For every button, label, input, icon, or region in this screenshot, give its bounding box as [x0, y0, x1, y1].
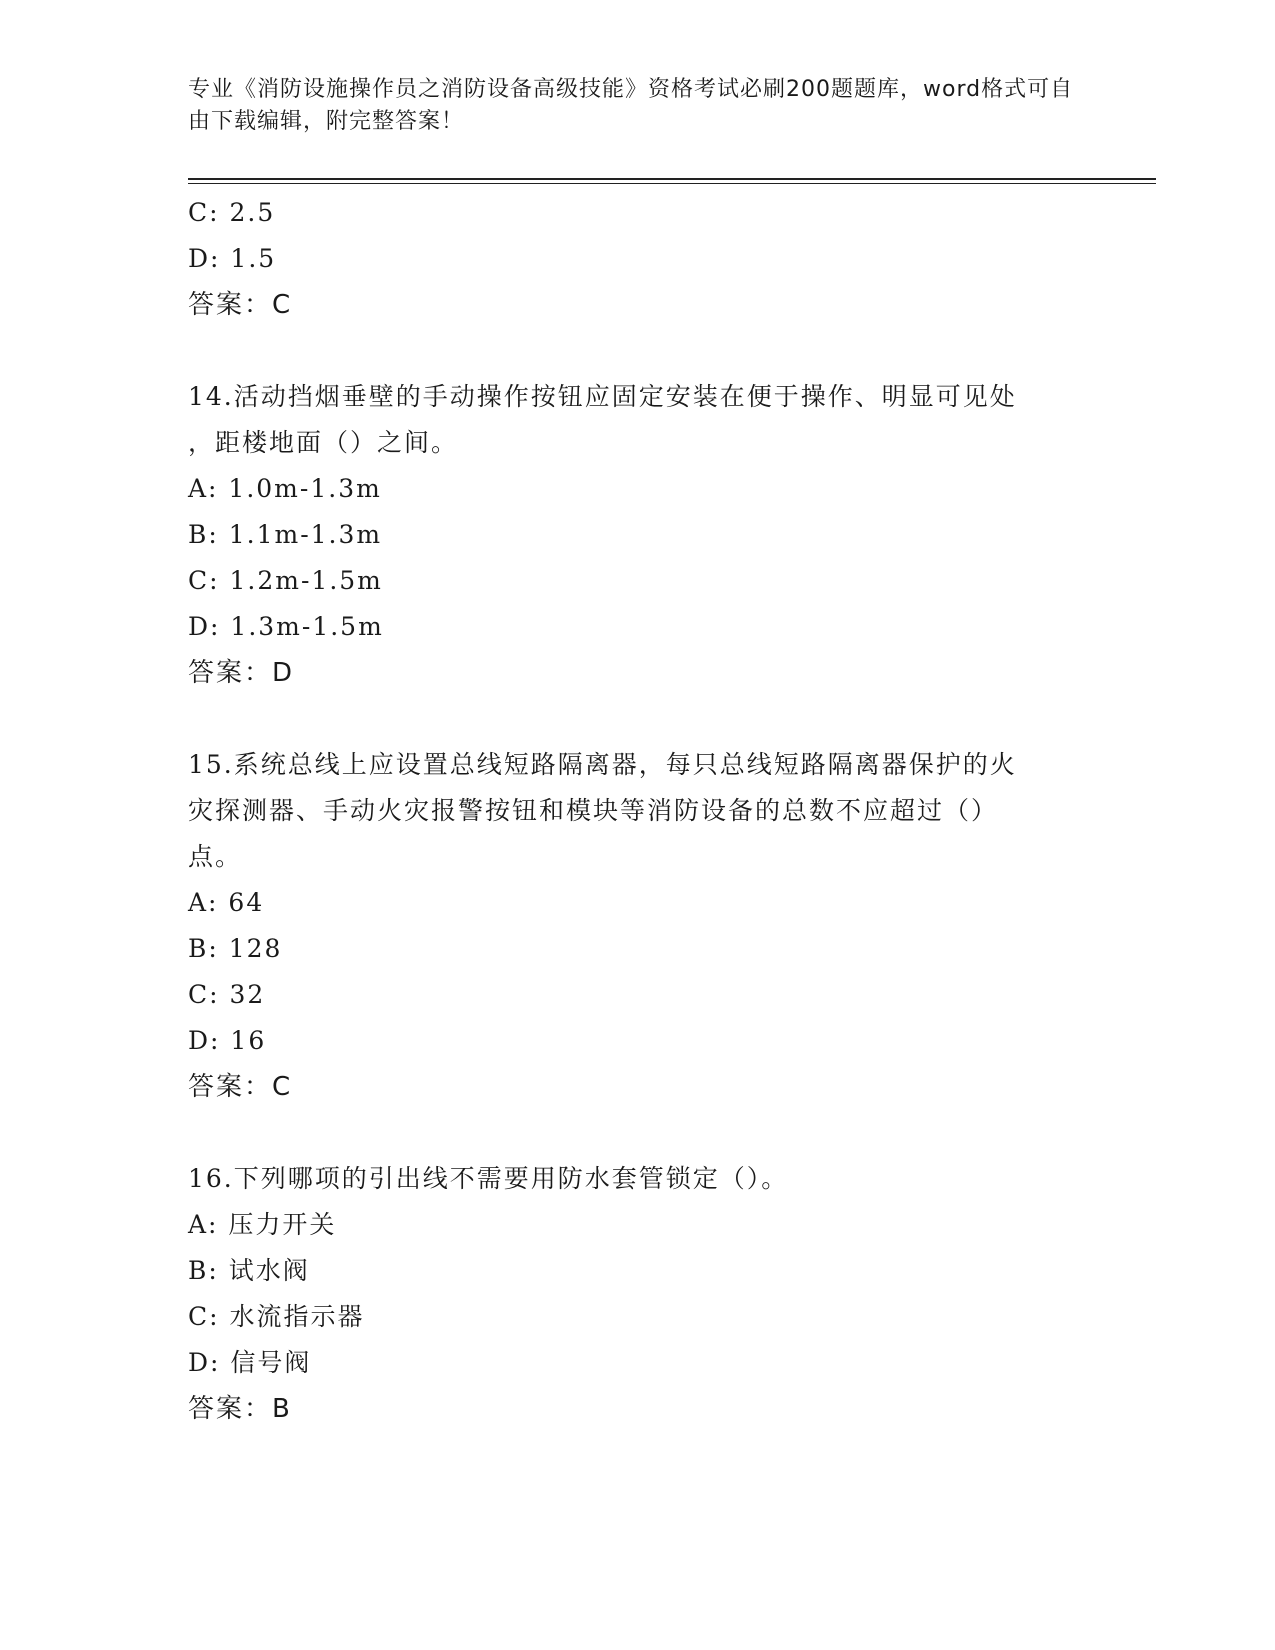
answer: 答案：B [188, 1394, 292, 1424]
option-b: B: 试水阀 [188, 1256, 310, 1285]
question-13-tail [188, 190, 1088, 328]
option-c: C: 1.2m-1.5m [188, 566, 383, 595]
option-a: A: 64 [188, 888, 265, 917]
question-15 [188, 742, 1088, 1110]
question-stem: 14.活动挡烟垂壁的手动操作按钮应固定安装在便于操作、明显可见处 [188, 382, 1017, 411]
option-a: A: 压力开关 [188, 1210, 337, 1239]
question-stem: 15.系统总线上应设置总线短路隔离器，每只总线短路隔离器保护的火 [188, 750, 1017, 779]
option-c: C: 2.5 [188, 198, 276, 227]
option-a: A: 1.0m-1.3m [188, 474, 382, 503]
option-c: C: 32 [188, 980, 266, 1009]
spacer [188, 696, 1088, 742]
question-14 [188, 374, 1088, 696]
answer: 答案：C [188, 290, 293, 320]
spacer [188, 328, 1088, 374]
question-stem-cont: 灾探测器、手动火灾报警按钮和模块等消防设备的总数不应超过（） [188, 796, 999, 825]
document-header: 专业《消防设施操作员之消防设备高级技能》资格考试必刷200题题库，word格式可自由下载编辑，附完整答案！ [188, 77, 1074, 134]
spacer [188, 1110, 1088, 1156]
option-d: D: 16 [188, 1026, 267, 1055]
header-divider-thick [188, 178, 1156, 180]
option-d: D: 1.3m-1.5m [188, 612, 384, 641]
option-b: B: 1.1m-1.3m [188, 520, 383, 549]
answer: 答案：C [188, 1072, 293, 1102]
header-divider-thin [188, 183, 1156, 184]
option-b: B: 128 [188, 934, 283, 963]
option-d: D: 信号阀 [188, 1348, 312, 1377]
question-stem-cont: ，距楼地面（）之间。 [188, 428, 459, 457]
question-16 [188, 1156, 1088, 1432]
question-stem: 16.下列哪项的引出线不需要用防水套管锁定（）。 [188, 1164, 789, 1193]
option-c: C: 水流指示器 [188, 1302, 365, 1331]
question-list [188, 190, 1088, 1432]
option-d: D: 1.5 [188, 244, 277, 273]
answer: 答案：D [188, 658, 295, 688]
question-stem-cont: 点。 [188, 842, 243, 871]
